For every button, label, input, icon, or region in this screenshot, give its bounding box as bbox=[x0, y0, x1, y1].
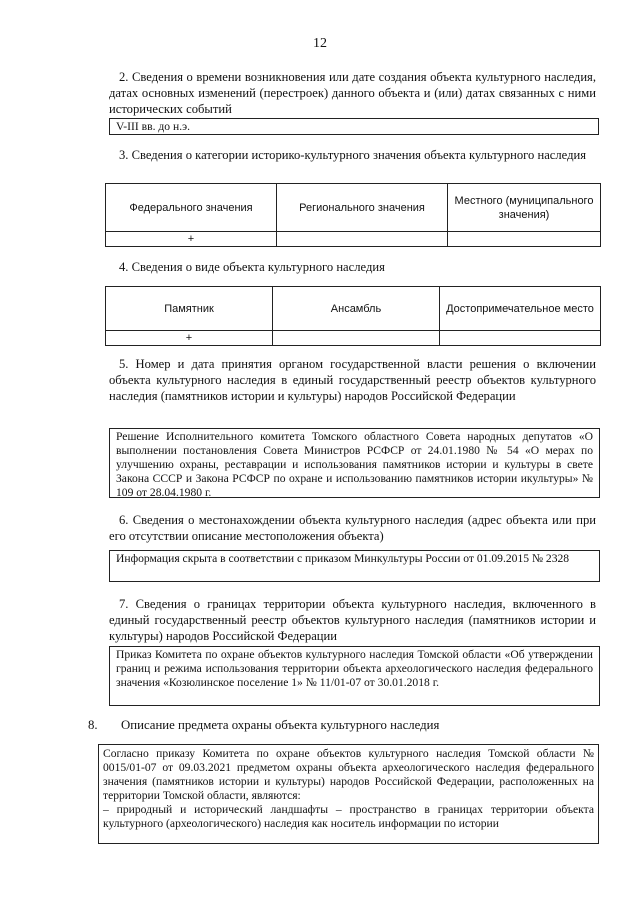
category-header-regional: Регионального значения bbox=[277, 184, 448, 232]
section-6-value: Информация скрыта в соответствии с приказом Минкультуры России от 01.09.2015 № 2328 bbox=[109, 550, 600, 582]
type-mark-landmark bbox=[440, 331, 601, 346]
type-mark-ensemble bbox=[273, 331, 440, 346]
type-mark-monument: + bbox=[106, 331, 273, 346]
category-header-local: Местного (муниципального значения) bbox=[448, 184, 601, 232]
category-header-federal: Федерального значения bbox=[106, 184, 277, 232]
section-3-heading: 3. Сведения о категории историко-культурного значения объекта культурного наследия bbox=[119, 148, 587, 162]
section-7-value: Приказ Комитета по охране объектов культурного наследия Томской области «Об утверждении границ и режима использования территории объекта археологического наследия федерального значения «Козюлинское поселение 1» № 11/01-07 от 30.01.2018 г. bbox=[109, 646, 600, 706]
section-2-heading: 2. Сведения о времени возникновения или дате создания объекта культурного наследия, датах основных изменений (перестроек) данного объекта и (или) датах связанных с ними исторических событий bbox=[109, 70, 596, 116]
type-header-monument: Памятник bbox=[106, 287, 273, 331]
section-4-heading: 4. Сведения о виде объекта культурного наследия bbox=[119, 260, 385, 274]
category-mark-local bbox=[448, 232, 601, 247]
section-8-heading: Описание предмета охраны объекта культурного наследия bbox=[121, 718, 440, 732]
section-8-description bbox=[98, 744, 599, 844]
type-table bbox=[105, 286, 601, 346]
type-header-ensemble: Ансамбль bbox=[273, 287, 440, 331]
section-6-heading: 6. Сведения о местонахождении объекта культурного наследия (адрес объекта или при его отсутствии описание местоположения объекта) bbox=[109, 513, 596, 543]
section-8-number: 8. bbox=[88, 718, 98, 732]
section-7-heading: 7. Сведения о границах территории объекта культурного наследия, включенного в единый государственный реестр объектов культурного наследия (памятников истории и культуры) народов Российской Федерации bbox=[109, 597, 596, 643]
section-5-value: Решение Исполнительного комитета Томского областного Совета народных депутатов «О выполнении постановления Совета Министров РСФСР от 24.01.1980 № 54 «О мерах по улучшению охраны, реставрации и использования памятников истории и культуры в свете Закона СССР и Закона РСФСР по охране и использованию памятников истории икультуры» № 109 от 28.04.1980 г. bbox=[109, 428, 600, 498]
section-8-paragraph: Согласно приказу Комитета по охране объектов культурного наследия Томской области № 0015/01-07 от 09.03.2021 предметом охраны объекта археологического наследия федерального значения (памятников истории и культуры) народов Российской Федерации, расположенных на территории Томской области, являются: bbox=[103, 747, 594, 802]
type-header-landmark: Достопримечательное место bbox=[440, 287, 601, 331]
category-mark-regional bbox=[277, 232, 448, 247]
page-number: 12 bbox=[313, 36, 327, 51]
section-8-item: – природный и исторический ландшафты – пространство в границах территории объекта культурного (археологического) наследия как носитель информации по истории bbox=[103, 803, 594, 830]
category-table bbox=[105, 183, 601, 247]
section-5-heading: 5. Номер и дата принятия органом государственной власти решения о включении объекта культурного наследия в единый государственный реестр объектов культурного наследия (памятников истории и культуры) народов Российской Федерации bbox=[109, 357, 596, 403]
section-2-value: V-III вв. до н.э. bbox=[109, 118, 599, 135]
category-mark-federal: + bbox=[106, 232, 277, 247]
